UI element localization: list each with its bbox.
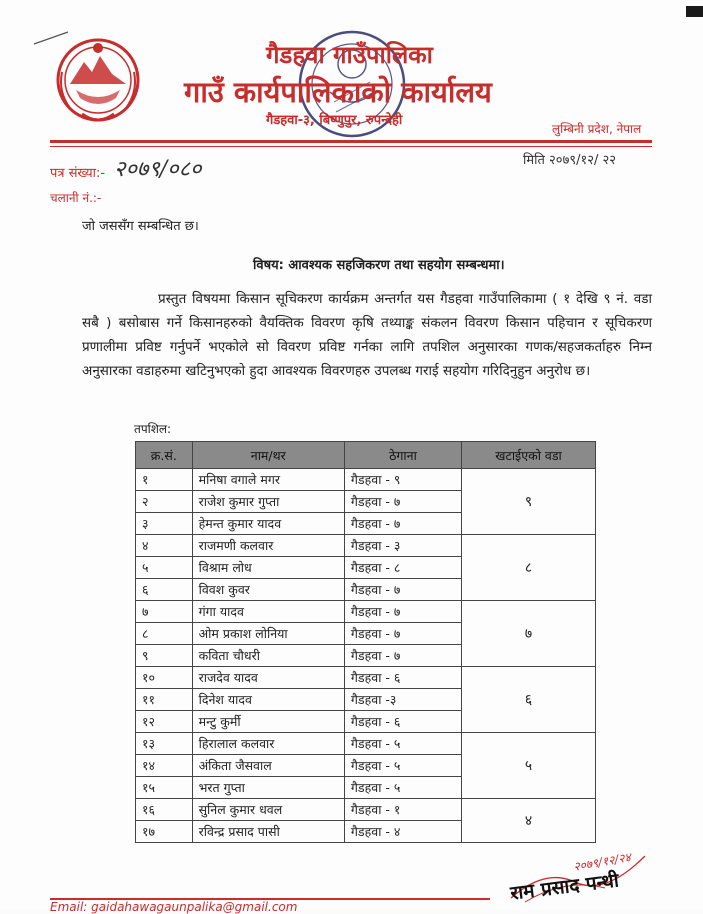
serial-cell: ६ (136, 579, 193, 601)
address-cell: गैडहवा - १ (344, 799, 461, 821)
name-cell: गंगा यादव (192, 601, 344, 623)
assigned-ward-cell: ८ (462, 535, 596, 601)
header-office-name: गाउँ कार्यपालिकाको कार्यालय (184, 75, 492, 109)
serial-cell: १५ (136, 777, 193, 799)
assigned-ward-cell: ६ (462, 667, 596, 733)
letter-body: प्रस्तुत विषयमा किसान सूचिकरण कार्यक्रम अन्तर्गत यस गैडहवा गाउँपालिकामा ( १ देखि ९ नं. वडा सबै ) बसोबास गर्ने किसानहरुको वैयक्तिक विवरण कृषि तथ्याङ्क संकलन विवरण किसान पहिचान र सूचिकरण प्रणालीमा प्रविष्ट गर्नुपर्ने भएकोले सो विवरण प्रविष्ट गर्नका लागि तपशिल अनुसारका गणक/सहजकर्ताहरु निम्न अनुसारका वडाहरुमा खटिनुभएको हुदा आवश्यक विवरणहरु उपलब्ध गराई सहयोग गरिदिनुहुन अनुरोध छ। (82, 291, 652, 379)
header-assigned-ward: खटाईएको वडा (462, 442, 596, 469)
serial-cell: ३ (136, 513, 193, 535)
serial-cell: १६ (136, 799, 193, 821)
address-cell: गैडहवा - ७ (344, 513, 461, 535)
assigned-ward-cell: ७ (462, 601, 596, 667)
serial-cell: ७ (136, 601, 193, 623)
dispatch-number-label: चलानी नं.:- (50, 191, 102, 205)
signatory-name: राम प्रसाद पन्थी (509, 869, 620, 905)
address-cell: गैडहवा - ५ (344, 777, 461, 799)
header-address: ठेगाना (344, 442, 461, 469)
name-cell: हेमन्त कुमार यादव (192, 513, 344, 535)
address-cell: गैडहवा - ७ (344, 491, 461, 513)
reference-number-label: पत्र संख्या:- (50, 166, 106, 181)
serial-cell: १२ (136, 711, 193, 733)
header-address: गैडहवा-३, बिष्णुपुर, रुपन्देही (266, 113, 403, 128)
name-cell: ओम प्रकाश लोनिया (192, 623, 344, 645)
table-row (136, 535, 596, 557)
table-row (136, 469, 596, 491)
address-cell: गैडहवा - ७ (344, 645, 461, 667)
enumerator-table (135, 441, 596, 843)
address-cell: गैडहवा - ७ (344, 601, 461, 623)
footer-email: Email: gaidahawagaunpalika@gmail.com (50, 900, 298, 914)
name-cell: राजमणी कलवार (192, 535, 344, 557)
name-cell: भरत गुप्ता (192, 777, 344, 799)
letter-subject: विषय: आवश्यक सहजिकरण तथा सहयोग सम्बन्धमा। (253, 258, 505, 273)
name-cell: रविन्द्र प्रसाद पासी (192, 821, 344, 843)
table-row (136, 799, 596, 821)
serial-cell: ११ (136, 689, 193, 711)
name-cell: कविता चौधरी (192, 645, 344, 667)
details-label: तपशिल: (134, 422, 172, 436)
reference-number-value: २०७९/०८० (114, 157, 202, 182)
scan-edge (686, 6, 703, 17)
serial-cell: १३ (136, 733, 193, 755)
header-name: नाम/थर (192, 442, 344, 469)
header-rule (50, 140, 652, 143)
serial-cell: १७ (136, 821, 193, 843)
header-rule-thin (50, 146, 652, 147)
assigned-ward-cell: ५ (462, 733, 596, 799)
table-row (136, 601, 596, 623)
serial-cell: ४ (136, 535, 193, 557)
address-cell: गैडहवा -३ (344, 689, 461, 711)
address-cell: गैडहवा - ४ (344, 821, 461, 843)
name-cell: मनिषा वगाले मगर (192, 469, 344, 491)
name-cell: विश्राम लोध (192, 557, 344, 579)
address-cell: गैडहवा - ७ (344, 579, 461, 601)
serial-cell: १ (136, 469, 193, 491)
serial-cell: १० (136, 667, 193, 689)
name-cell: राजेश कुमार गुप्ता (192, 491, 344, 513)
name-cell: मन्टु कुर्मी (192, 711, 344, 733)
serial-cell: ९ (136, 645, 193, 667)
name-cell: दिनेश यादव (192, 689, 344, 711)
address-cell: गैडहवा - ६ (344, 667, 461, 689)
header-municipality-name: गैडहवा गाउँपालिका (266, 41, 433, 69)
name-cell: अंकिता जैसवाल (192, 755, 344, 777)
assigned-ward-cell: ९ (462, 469, 596, 535)
table-row (136, 667, 596, 689)
name-cell: हिरालाल कलवार (192, 733, 344, 755)
addressee: जो जससँग सम्बन्धित छ। (82, 219, 199, 234)
serial-cell: ८ (136, 623, 193, 645)
header-province: लुम्बिनी प्रदेश, नेपाल (552, 122, 642, 136)
letter-date: मिति २०७९/१२/ २२ (523, 153, 617, 168)
table-row (136, 733, 596, 755)
name-cell: विवश कुवर (192, 579, 344, 601)
assigned-ward-cell: ४ (462, 799, 596, 843)
address-cell: गैडहवा - ५ (344, 733, 461, 755)
signature-date: २०७९/१२/२४ (572, 850, 632, 874)
name-cell: राजदेव यादव (192, 667, 344, 689)
address-cell: गैडहवा - ३ (344, 535, 461, 557)
serial-cell: १४ (136, 755, 193, 777)
name-cell: सुनिल कुमार धवल (192, 799, 344, 821)
address-cell: गैडहवा - ६ (344, 711, 461, 733)
address-cell: गैडहवा - ७ (344, 623, 461, 645)
address-cell: गैडहवा - ९ (344, 469, 461, 491)
nepal-emblem-icon (52, 34, 144, 130)
address-cell: गैडहवा - ८ (344, 557, 461, 579)
serial-cell: ५ (136, 557, 193, 579)
serial-cell: २ (136, 491, 193, 513)
table-header-row (136, 442, 596, 469)
header-serial: क्र.सं. (136, 442, 193, 469)
address-cell: गैडहवा - ५ (344, 755, 461, 777)
table-body (136, 469, 596, 843)
